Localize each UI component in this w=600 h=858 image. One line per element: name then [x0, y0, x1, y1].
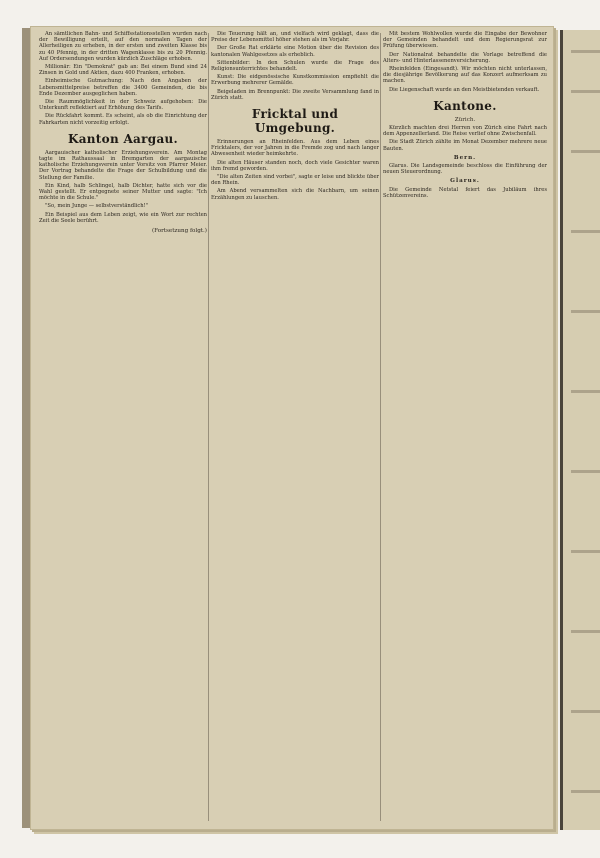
paragraph: Millionär: Ein "Demokrat" gab an: Bei einem Bund sind 24 Zinsen in Gold und Aktien, dazu 400 Franken, erhoben.	[39, 64, 207, 77]
paragraph: Die Rückfahrt kommt. Es scheint, als ob die Einrichtung der Fahrkarten nicht vorzeitig erfolgt.	[39, 113, 207, 126]
column-rule	[380, 33, 381, 821]
text-strip	[571, 90, 600, 93]
text-strip	[571, 470, 600, 473]
column-2	[211, 31, 379, 821]
paragraph: Sittenbilder: In den Schulen wurde die Frage des Religionsunterrichtes behandelt.	[211, 59, 379, 73]
text-strip	[571, 390, 600, 393]
column-rule	[208, 33, 209, 821]
paragraph: Beigeladen im Brennpunkt: Die zweite Versammlung fand in Zürich statt.	[211, 88, 379, 101]
paragraph: Aargauischer katholischer Erziehungsverein. Am Montag tagte im Rathaussaal in Bremgarten der aargauische katholische Erziehungsverein unter Vorsitz von Pfarrer Meier. Der Vortrag behandelte die Frage der Schulbildung und die Stellung der Familie.	[39, 149, 207, 181]
paragraph: Einheimische Gutmachung: Nach den Angaben der Lebensmittelpreise betreffen die 3400 Gemeinden, die bis Ende Dezember ausgeglichen haben.	[39, 78, 207, 97]
paragraph: Am Abend versammelten sich die Nachbarn, um seinen Erzählungen zu lauschen.	[211, 188, 379, 201]
text-strip	[571, 790, 600, 793]
section-title-fricktal: Fricktal und Umgebung.	[251, 107, 339, 136]
column-1	[39, 31, 207, 821]
paragraph: Ein Kind, halb Schlingel, halb Dichter, hatte sich vor die Wahl gestellt. Er entgegnete seiner Mutter und sagte: "Ich möchte in die Schule."	[39, 182, 207, 202]
paragraph: Erinnerungen an Rheinfelden. Aus dem Leben eines Fricktalers, der vor Jahren in die Fremde zog und nach langer Abwesenheit wieder heimkehrte.	[211, 139, 379, 158]
continuation-note: (Fortsetzung folgt.)	[151, 228, 207, 235]
paragraph: Die Gemeinde Netstal feiert das Jubiläum ihres Schützenvereins.	[383, 186, 547, 199]
section-title-kantone: Kantone.	[433, 98, 497, 113]
paragraph: Die Raummöglichkeit in der Schweiz aufgehoben: Die Unterkunft reflektiert auf Erhöhung des Tarifs.	[39, 99, 207, 112]
paragraph: An sämtlichen Bahn- und Schiffsstationsstellen wurden nach der Bewilligung erteilt, auf den normalen Tagen der Allerheiligen zu erheben, in der ersten und zweiten Klasse bis zu 40 Pfennig, in der dritten Wagenklasse bis zu 20 Pfennig. Auf Ordersendungen wurden kürzlich Zuschläge erhoben.	[39, 31, 207, 62]
paragraph: Kürzlich machten drei Herren von Zürich eine Fahrt nach dem Appenzellerland. Die Reise verlief ohne Zwischenfall.	[383, 125, 547, 138]
paragraph: Die Teuerung hält an, und vielfach wird geklagt, dass die Preise der Lebensmittel höher stehen als im Vorjahr.	[211, 31, 379, 44]
place-heading-bern: Bern.	[453, 154, 477, 161]
text-strip	[571, 230, 600, 233]
paragraph: Die Liegenschaft wurde an den Meistbietenden verkauft.	[389, 86, 540, 93]
paragraph: Der Große Rat erklärte eine Motion über die Revision des kantonalen Wahlgesetzes als erheblich.	[211, 45, 379, 58]
text-strip	[571, 550, 600, 553]
paragraph: "So, mein Junge — selbstverständlich!"	[45, 203, 149, 210]
paragraph: Ein Beispiel aus dem Leben zeigt, wie ein Wort zur rechten Zeit die Seele berührt.	[39, 211, 207, 224]
section-title-kanton-aargau: Kanton Aargau.	[67, 131, 179, 146]
paragraph: Mit bestem Wohlwollen wurde die Eingabe der Bewohner der Gemeinden behandelt und dem Regierungsrat zur Prüfung überwiesen.	[383, 31, 547, 50]
place-heading-glarus: Glarus.	[450, 178, 480, 185]
text-strip	[571, 310, 600, 313]
text-strip	[571, 630, 600, 633]
paragraph: Die Stadt Zürich zählte im Monat Dezember mehrere neue Bauten.	[383, 139, 547, 152]
paragraph: Kunst: Die eidgenössische Kunstkommission empfiehlt die Erwerbung mehrerer Gemälde.	[211, 74, 379, 87]
paragraph: "Die alten Zeiten sind vorbei", sagte er leise und blickte über den Rhein.	[211, 174, 379, 187]
paragraph: Glarus. Die Landsgemeinde beschloss die Einführung der neuen Steuerordnung.	[383, 163, 547, 176]
newspaper-page	[30, 26, 554, 830]
paragraph: Rheinfelden (Eingesandt). Wir möchten nicht unterlassen, die diesjährige Bevölkerung auf das Konzert aufmerksam zu machen.	[383, 66, 547, 85]
paragraph: Die alten Häuser standen noch, doch viele Gesichter waren ihm fremd geworden.	[211, 159, 379, 172]
text-strip	[571, 710, 600, 713]
column-3	[383, 31, 547, 821]
paragraph: Der Nationalrat behandelte die Vorlage betreffend die Alters- und Hinterlassenenversicherung.	[383, 51, 547, 64]
text-strip	[571, 150, 600, 153]
text-strip	[571, 50, 600, 53]
adjacent-page-edge	[560, 30, 600, 830]
sub-head-zuerich: Zürich.	[454, 116, 476, 123]
